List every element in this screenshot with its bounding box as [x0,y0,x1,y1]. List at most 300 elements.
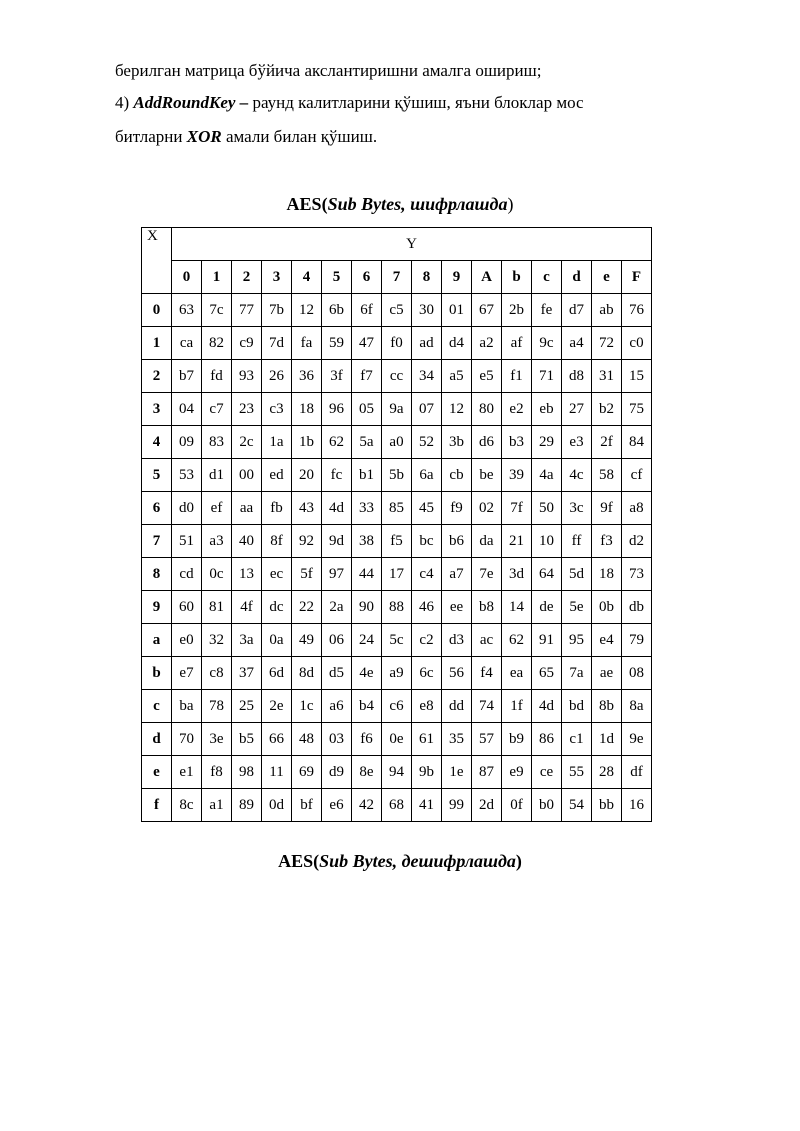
table-cell: d7 [562,294,592,327]
table-cell: 70 [172,723,202,756]
table-cell: ce [532,756,562,789]
table-cell: e6 [322,789,352,822]
table-row [142,624,652,657]
table-cell: 62 [322,426,352,459]
table-cell: db [622,591,652,624]
table-cell: ef [202,492,232,525]
table-cell: 7e [472,558,502,591]
column-header: F [622,261,652,294]
table-cell: 33 [352,492,382,525]
table-cell: fe [532,294,562,327]
table-cell: 12 [442,393,472,426]
row-header: 9 [142,591,172,624]
table-cell: be [472,459,502,492]
table-cell: 23 [232,393,262,426]
table-cell: 35 [442,723,472,756]
row-header: 8 [142,558,172,591]
row-header: 3 [142,393,172,426]
table-cell: 34 [412,360,442,393]
table-cell: 91 [532,624,562,657]
table-cell: 54 [562,789,592,822]
table-cell: a7 [442,558,472,591]
table-cell: d0 [172,492,202,525]
table-cell: 07 [412,393,442,426]
table-cell: b0 [532,789,562,822]
table-cell: b8 [472,591,502,624]
table-cell: 00 [232,459,262,492]
table-row [142,459,652,492]
table-cell: b3 [502,426,532,459]
table-cell: 04 [172,393,202,426]
table-cell: 0f [502,789,532,822]
table-cell: 68 [382,789,412,822]
table-cell: 1b [292,426,322,459]
table-cell: 3d [502,558,532,591]
table-cell: 50 [532,492,562,525]
caption-2-italic: Sub Bytes, дешифрлашда [319,851,516,871]
line-1-text: берилган матрица бўйича акслантиришни амалга ошириш; [115,61,542,80]
table-cell: 22 [292,591,322,624]
table-cell: d3 [442,624,472,657]
table-cell: 8b [592,690,622,723]
table-row [142,591,652,624]
table-cell: 94 [382,756,412,789]
line-3-prefix: битларни [115,127,187,146]
table-cell: 52 [412,426,442,459]
table-cell: 2c [232,426,262,459]
table-cell: 8a [622,690,652,723]
table-cell: cf [622,459,652,492]
table-cell: 5e [562,591,592,624]
line-2-rest: раунд калитларини қўшиш, яъни блоклар мос [248,93,584,112]
table-cell: 74 [472,690,502,723]
table-cell: cb [442,459,472,492]
column-header: 7 [382,261,412,294]
column-header: c [532,261,562,294]
table-cell: 76 [622,294,652,327]
table-cell: 9a [382,393,412,426]
column-header: d [562,261,592,294]
line-2-prefix: 4) [115,93,134,112]
column-header: e [592,261,622,294]
table-cell: bb [592,789,622,822]
caption-italic: Sub Bytes, шифрлашда [327,194,508,214]
table-cell: d6 [472,426,502,459]
table-cell: bd [562,690,592,723]
table-cell: de [532,591,562,624]
table-cell: 0e [382,723,412,756]
table-cell: 84 [622,426,652,459]
table-cell: 88 [382,591,412,624]
table-cell: a9 [382,657,412,690]
table-cell: 7d [262,327,292,360]
row-header: 2 [142,360,172,393]
table-cell: 9d [322,525,352,558]
table-cell: b2 [592,393,622,426]
table-cell: 3c [562,492,592,525]
table-cell: 95 [562,624,592,657]
table-cell: 18 [292,393,322,426]
table-cell: 6a [412,459,442,492]
table-cell: 21 [502,525,532,558]
table-cell: 24 [352,624,382,657]
table-cell: ba [172,690,202,723]
caption-2-prefix: AES( [278,851,320,871]
table-cell: 29 [532,426,562,459]
table-cell: 30 [412,294,442,327]
table-cell: 17 [382,558,412,591]
table-cell: c1 [562,723,592,756]
table-cell: ca [172,327,202,360]
table-cell: 79 [622,624,652,657]
table-cell: 55 [562,756,592,789]
table-cell: 2d [472,789,502,822]
table-cell: 97 [322,558,352,591]
table-cell: 06 [322,624,352,657]
table-cell: 3e [202,723,232,756]
table-cell: 6c [412,657,442,690]
row-header: c [142,690,172,723]
table-cell: 77 [232,294,262,327]
table-cell: 49 [292,624,322,657]
table-cell: 01 [442,294,472,327]
table-cell: dc [262,591,292,624]
table-cell: c2 [412,624,442,657]
table-cell: 6f [352,294,382,327]
table-cell: 08 [622,657,652,690]
y-header-cell: Y [172,228,652,261]
row-header: d [142,723,172,756]
table-cell: e7 [172,657,202,690]
table-cell: f4 [472,657,502,690]
table-cell: 2a [322,591,352,624]
table-cell: d9 [322,756,352,789]
table-cell: bc [412,525,442,558]
table-cell: 25 [232,690,262,723]
table-cell: ff [562,525,592,558]
table-cell: 38 [352,525,382,558]
table-cell: c3 [262,393,292,426]
table-cell: b9 [502,723,532,756]
column-header: 4 [292,261,322,294]
table-cell: e3 [562,426,592,459]
table-cell: 2b [502,294,532,327]
inverse-sbox-caption [0,851,800,872]
table-cell: 7f [502,492,532,525]
table-cell: 62 [502,624,532,657]
column-header: 0 [172,261,202,294]
table-cell: 18 [592,558,622,591]
table-row [142,756,652,789]
table-cell: c9 [232,327,262,360]
table-cell: e4 [592,624,622,657]
table-cell: 1c [292,690,322,723]
table-row [142,525,652,558]
table-cell: e9 [502,756,532,789]
table-cell: 5f [292,558,322,591]
row-header: e [142,756,172,789]
table-row [142,657,652,690]
table-cell: 64 [532,558,562,591]
table-cell: bf [292,789,322,822]
table-cell: f8 [202,756,232,789]
table-cell: 5b [382,459,412,492]
table-cell: 3b [442,426,472,459]
table-cell: e8 [412,690,442,723]
column-header: A [472,261,502,294]
table-cell: 47 [352,327,382,360]
table-cell: 9f [592,492,622,525]
table-cell: 05 [352,393,382,426]
table-cell: fa [292,327,322,360]
table-cell: aa [232,492,262,525]
table-row [142,492,652,525]
table-cell: b7 [172,360,202,393]
table-cell: 31 [592,360,622,393]
line-3-rest: амали билан қўшиш. [221,127,378,146]
table-cell: ab [592,294,622,327]
table-cell: 67 [472,294,502,327]
table-cell: 0b [592,591,622,624]
table-row [142,723,652,756]
table-cell: f5 [382,525,412,558]
table-cell: da [472,525,502,558]
table-cell: 48 [292,723,322,756]
column-header: 8 [412,261,442,294]
table-cell: 92 [292,525,322,558]
sbox-table [141,227,652,822]
table-cell: 4f [232,591,262,624]
row-header: 6 [142,492,172,525]
table-cell: b1 [352,459,382,492]
table-cell: fb [262,492,292,525]
table-cell: 37 [232,657,262,690]
table-cell: 9c [532,327,562,360]
table-cell: eb [532,393,562,426]
column-header: 2 [232,261,262,294]
table-row [142,789,652,822]
table-cell: 1d [592,723,622,756]
table-cell: 02 [472,492,502,525]
table-cell: d8 [562,360,592,393]
table-cell: d4 [442,327,472,360]
table-cell: 27 [562,393,592,426]
table-cell: 20 [292,459,322,492]
table-cell: 7b [262,294,292,327]
row-header: f [142,789,172,822]
table-cell: 63 [172,294,202,327]
table-cell: 6d [262,657,292,690]
table-cell: 36 [292,360,322,393]
table-cell: ae [592,657,622,690]
table-cell: c6 [382,690,412,723]
row-header: 1 [142,327,172,360]
table-cell: 44 [352,558,382,591]
sbox-caption [0,194,800,215]
table-cell: 96 [322,393,352,426]
table-cell: 71 [532,360,562,393]
table-cell: c8 [202,657,232,690]
table-cell: 39 [502,459,532,492]
table-cell: f7 [352,360,382,393]
table-cell: 7a [562,657,592,690]
row-header: 7 [142,525,172,558]
table-cell: 5d [562,558,592,591]
table-cell: 9e [622,723,652,756]
table-cell: 85 [382,492,412,525]
table-cell: 57 [472,723,502,756]
table-cell: 98 [232,756,262,789]
table-cell: 2e [262,690,292,723]
table-cell: 56 [442,657,472,690]
table-cell: ec [262,558,292,591]
column-header: 5 [322,261,352,294]
table-cell: 83 [202,426,232,459]
paragraph-line-2 [115,93,584,113]
table-cell: 66 [262,723,292,756]
xor-term: XOR [186,127,222,146]
table-cell: 10 [532,525,562,558]
table-cell: ee [442,591,472,624]
table-cell: cc [382,360,412,393]
table-cell: e2 [502,393,532,426]
table-cell: 1e [442,756,472,789]
paragraph-line-3 [115,127,377,147]
table-cell: 14 [502,591,532,624]
table-cell: f1 [502,360,532,393]
row-header: 0 [142,294,172,327]
table-row [142,426,652,459]
table-cell: 45 [412,492,442,525]
paragraph-line-1 [115,61,541,81]
table-cell: f3 [592,525,622,558]
table-cell: 15 [622,360,652,393]
table-cell: 03 [322,723,352,756]
table-cell: d1 [202,459,232,492]
table-cell: 3a [232,624,262,657]
table-cell: 28 [592,756,622,789]
table-cell: df [622,756,652,789]
column-header-row [142,261,652,294]
table-cell: d5 [322,657,352,690]
table-cell: 4d [322,492,352,525]
table-cell: 81 [202,591,232,624]
table-cell: 4e [352,657,382,690]
table-cell: a5 [442,360,472,393]
table-cell: a3 [202,525,232,558]
table-cell: fc [322,459,352,492]
table-cell: 5a [352,426,382,459]
table-cell: 8e [352,756,382,789]
table-cell: 89 [232,789,262,822]
table-cell: 40 [232,525,262,558]
table-cell: 3f [322,360,352,393]
row-header: 4 [142,426,172,459]
y-header-row [142,228,652,261]
table-cell: a0 [382,426,412,459]
table-cell: 09 [172,426,202,459]
table-cell: ac [472,624,502,657]
table-cell: e5 [472,360,502,393]
table-cell: a4 [562,327,592,360]
table-cell: 12 [292,294,322,327]
table-cell: 59 [322,327,352,360]
table-cell: ad [412,327,442,360]
table-cell: 26 [262,360,292,393]
table-cell: c5 [382,294,412,327]
row-header: a [142,624,172,657]
table-cell: 61 [412,723,442,756]
table-cell: f6 [352,723,382,756]
table-cell: 73 [622,558,652,591]
table-cell: 16 [622,789,652,822]
table-cell: 41 [412,789,442,822]
table-cell: 51 [172,525,202,558]
table-cell: fd [202,360,232,393]
caption-prefix: AES( [286,194,328,214]
column-header: 6 [352,261,382,294]
table-cell: 1a [262,426,292,459]
addroundkey-term: AddRoundKey – [133,93,249,112]
table-cell: 78 [202,690,232,723]
table-cell: b4 [352,690,382,723]
table-row [142,393,652,426]
table-cell: 46 [412,591,442,624]
table-cell: 4a [532,459,562,492]
table-cell: 65 [532,657,562,690]
column-header: 3 [262,261,292,294]
table-cell: a6 [322,690,352,723]
table-cell: 13 [232,558,262,591]
table-cell: 32 [202,624,232,657]
table-cell: b5 [232,723,262,756]
table-cell: 8f [262,525,292,558]
table-cell: 1f [502,690,532,723]
table-cell: b6 [442,525,472,558]
table-cell: 93 [232,360,262,393]
table-cell: 5c [382,624,412,657]
table-cell: 80 [472,393,502,426]
table-cell: 42 [352,789,382,822]
table-cell: a8 [622,492,652,525]
table-cell: cd [172,558,202,591]
table-cell: e0 [172,624,202,657]
table-cell: c7 [202,393,232,426]
table-cell: 8d [292,657,322,690]
table-cell: f9 [442,492,472,525]
table-cell: ea [502,657,532,690]
table-cell: ed [262,459,292,492]
column-header: 9 [442,261,472,294]
table-cell: 43 [292,492,322,525]
table-cell: 69 [292,756,322,789]
table-row [142,558,652,591]
table-cell: c4 [412,558,442,591]
table-cell: 0a [262,624,292,657]
table-cell: 75 [622,393,652,426]
table-cell: 9b [412,756,442,789]
table-cell: a2 [472,327,502,360]
table-row [142,690,652,723]
table-cell: 87 [472,756,502,789]
table-row [142,360,652,393]
row-header: 5 [142,459,172,492]
table-cell: d2 [622,525,652,558]
table-cell: 8c [172,789,202,822]
row-header: b [142,657,172,690]
table-cell: e1 [172,756,202,789]
table-cell: 7c [202,294,232,327]
